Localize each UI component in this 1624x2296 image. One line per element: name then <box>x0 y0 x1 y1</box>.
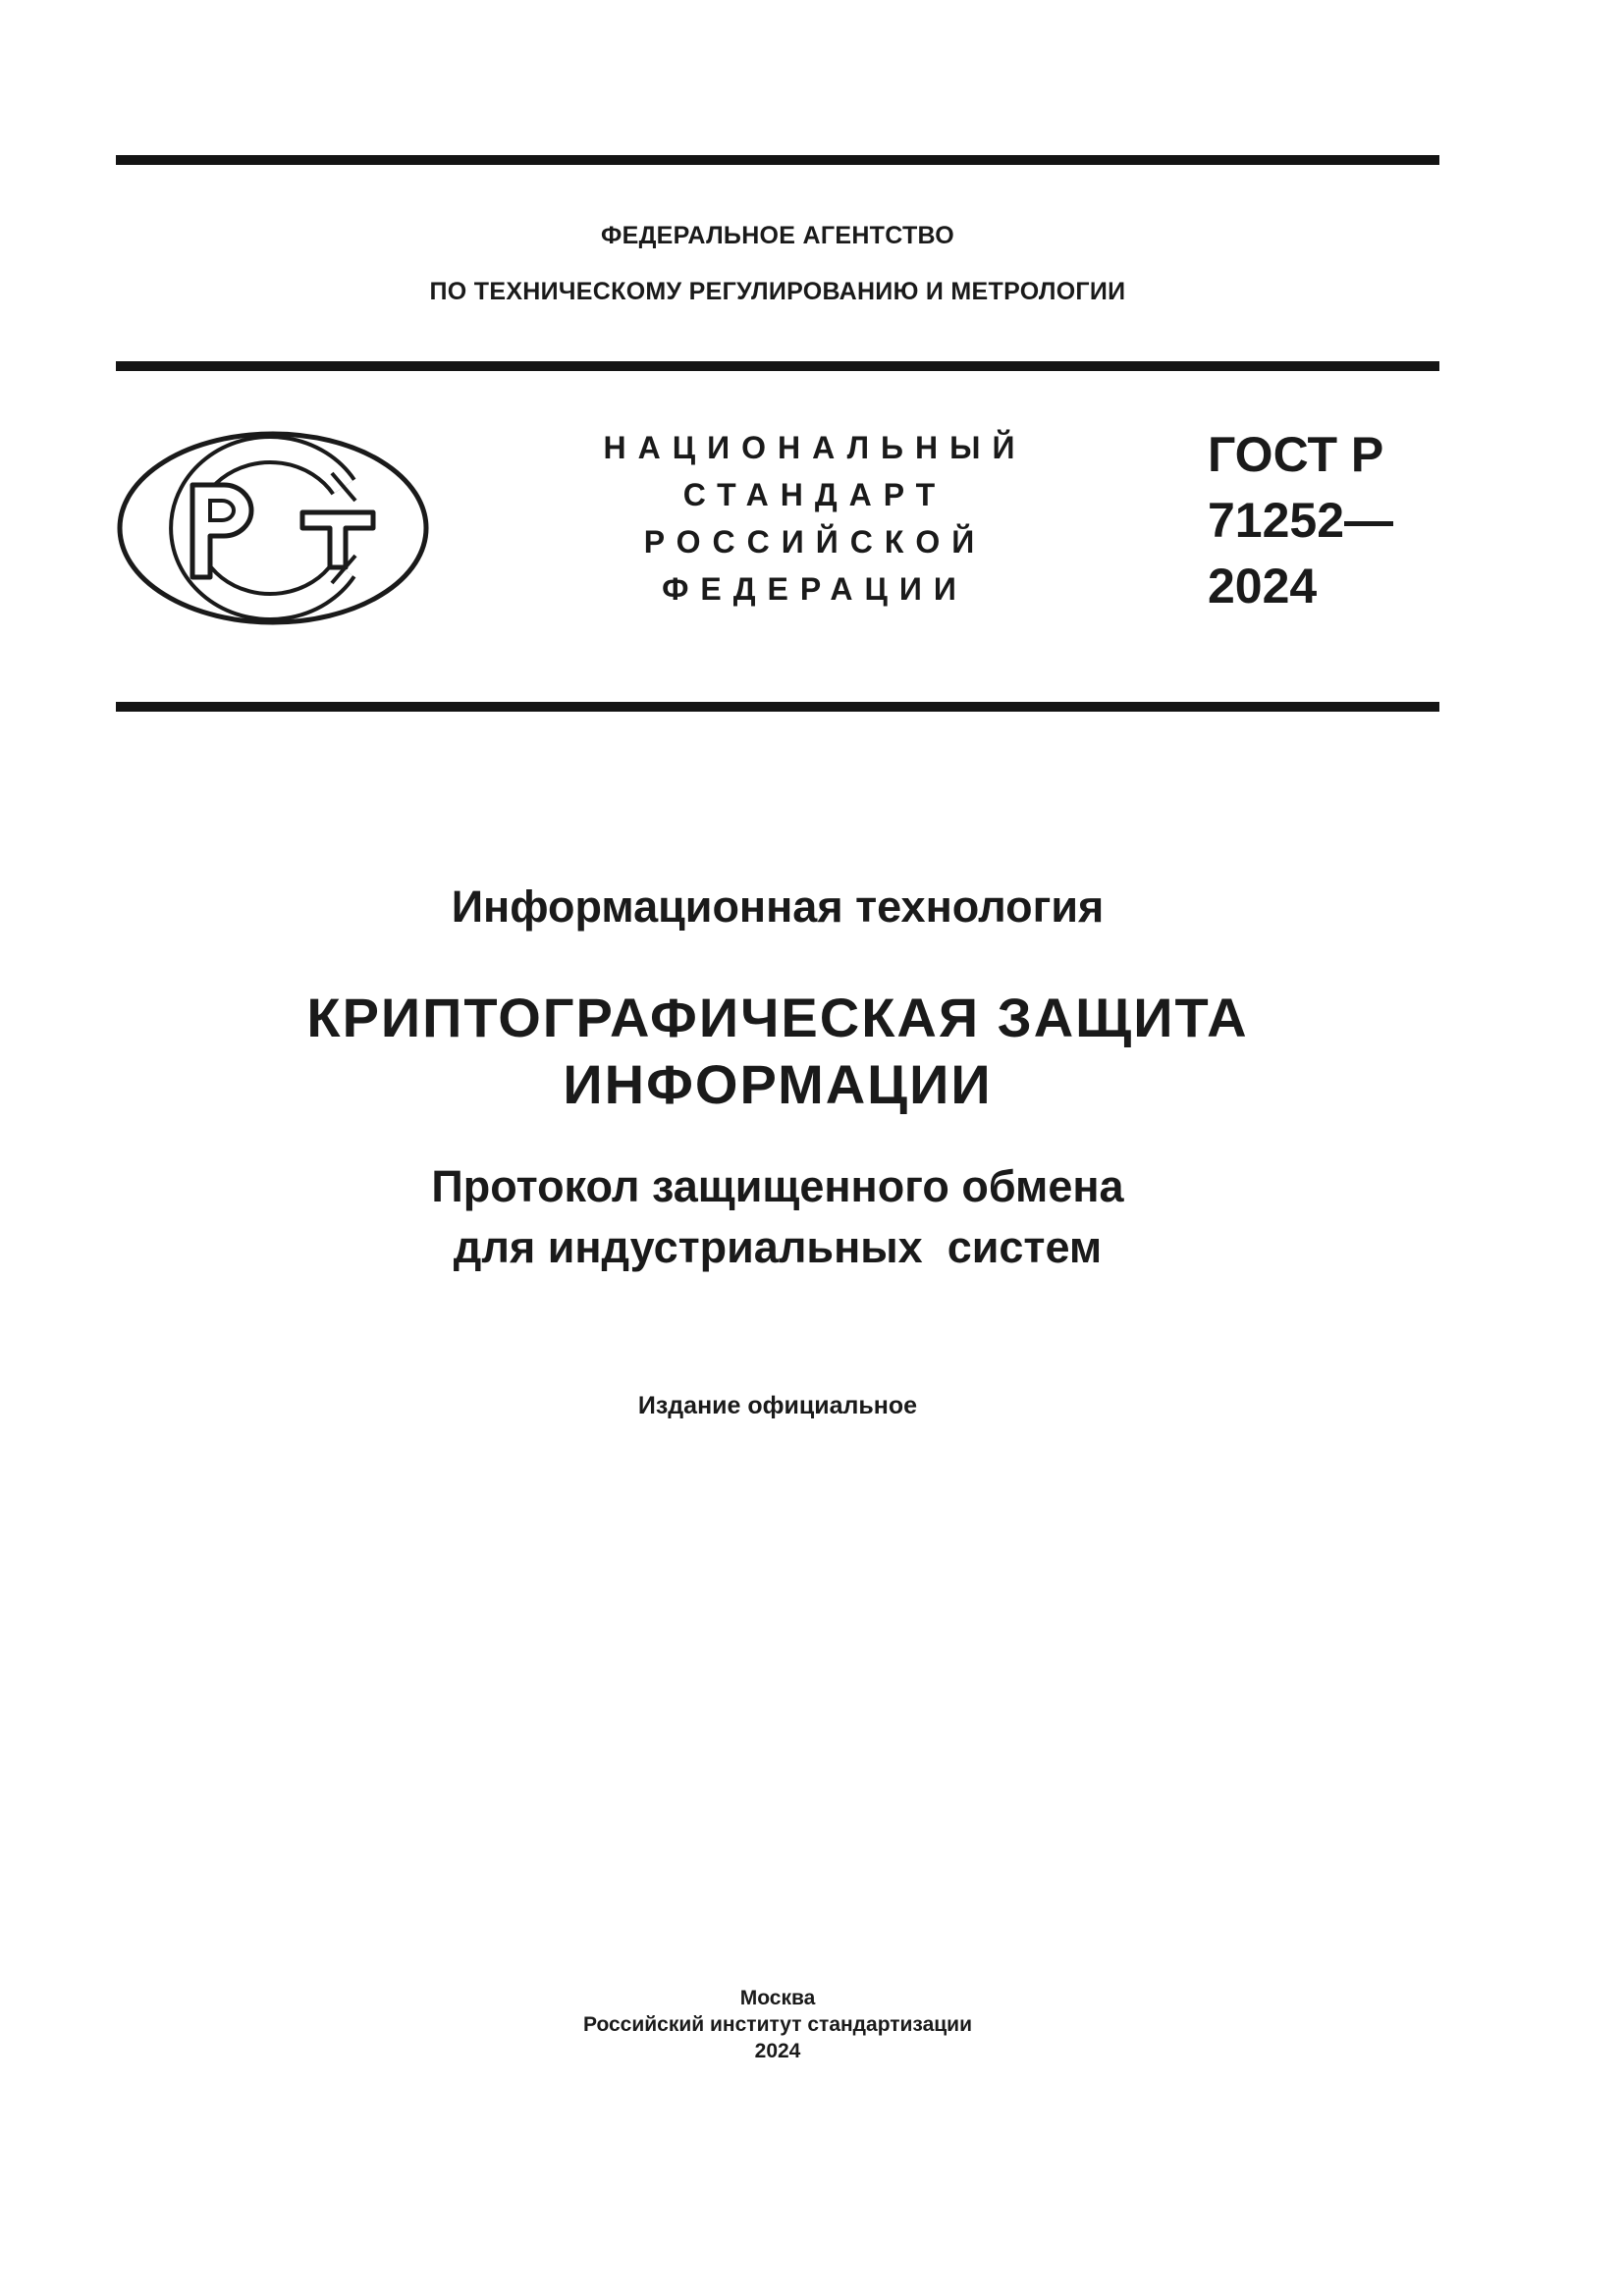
designation-line-2: 71252— <box>1208 493 1394 548</box>
national-standard-line-3: РОССИЙСКОЙ <box>643 524 987 560</box>
subtitle-line-2: для индустриальных систем <box>453 1222 1103 1272</box>
document-subtitle <box>116 1156 1439 1278</box>
main-title-line-2: ИНФОРМАЦИИ <box>563 1053 993 1115</box>
header-divider-rule <box>116 361 1439 371</box>
agency-name-line-1: ФЕДЕРАЛЬНОЕ АГЕНТСТВО <box>600 222 955 249</box>
national-standard-label <box>569 424 1060 613</box>
standard-designation <box>1208 422 1393 619</box>
agency-name-line-2: ПО ТЕХНИЧЕСКОМУ РЕГУЛИРОВАНИЮ И МЕТРОЛОГИИ <box>429 278 1126 305</box>
edition-note: Издание официальное <box>637 1392 918 1419</box>
publisher-imprint <box>116 1985 1439 2064</box>
top-rule <box>116 155 1439 165</box>
national-standard-line-2: СТАНДАРТ <box>682 477 947 512</box>
document-main-title <box>116 985 1439 1118</box>
imprint-city: Москва <box>739 1987 816 2009</box>
document-subject: Информационная технология <box>451 881 1105 932</box>
main-title-line-1: КРИПТОГРАФИЧЕСКАЯ ЗАЩИТА <box>306 987 1249 1048</box>
national-standard-line-4: ФЕДЕРАЦИИ <box>662 571 968 607</box>
header-bottom-rule <box>116 702 1439 712</box>
designation-line-3: 2024 <box>1208 559 1318 614</box>
imprint-year: 2024 <box>754 2040 801 2062</box>
subtitle-line-1: Протокол защищенного обмена <box>431 1161 1124 1211</box>
imprint-publisher: Российский институт стандартизации <box>582 2013 973 2036</box>
national-standard-line-1: НАЦИОНАЛЬНЫЙ <box>603 430 1027 465</box>
designation-line-1: ГОСТ Р <box>1208 427 1384 482</box>
rst-certification-mark-icon <box>116 430 430 626</box>
